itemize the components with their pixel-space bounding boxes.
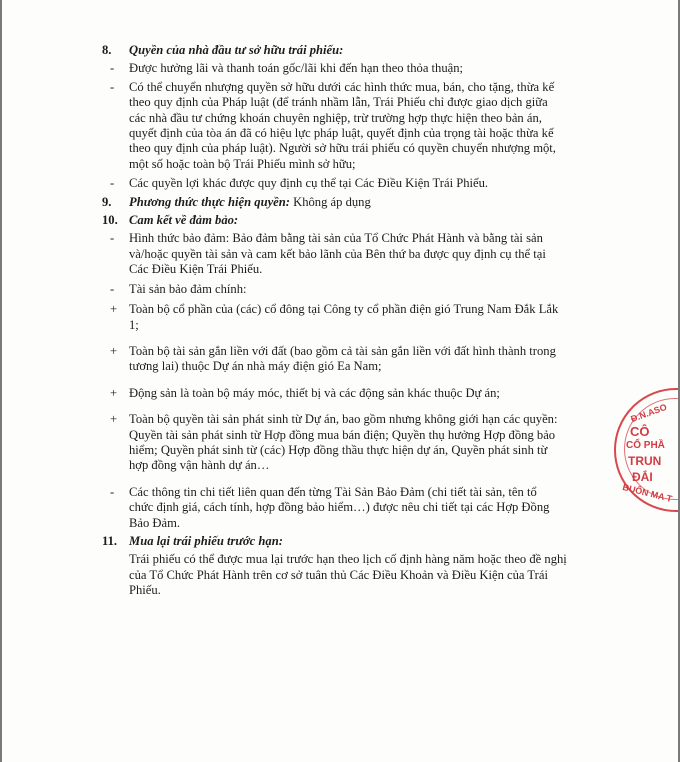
seal-text: BUÔN MA T [621, 482, 674, 504]
section-value: Không áp dụng [293, 194, 371, 209]
list-item [2, 485, 678, 531]
list-item [2, 231, 678, 277]
section-title: Phương thức thực hiện quyền: [129, 194, 290, 209]
list-item [2, 80, 678, 172]
section-9-heading [2, 195, 678, 210]
list-marker: - [110, 231, 115, 246]
list-marker: + [110, 385, 118, 400]
list-marker: - [110, 281, 115, 296]
list-item [2, 302, 678, 333]
list-item-text: Toàn bộ cổ phần của (các) cổ đông tại Công ty cổ phần điện gió Trung Nam Đắk Lắk 1; [129, 302, 559, 332]
list-marker: + [110, 302, 118, 317]
list-marker: + [110, 412, 118, 427]
list-item-text: Có thể chuyển nhượng quyền sở hữu dưới các hình thức mua, bán, cho tặng, thừa kế theo quy định của Pháp luật (để tránh nhầm lẫn, Trái Phiếu chỉ được giao dịch giữa các nhà đầu tư chứng khoán chuyên nghiệp, trừ trường hợp thực hiện theo bản án, quyết định của tòa án đã có hiệu lực pháp luật, quyết định của trọng tài hoặc thừa kế theo quy định của pháp luật). Người sở hữu trái phiếu có quyền chuyển nhượng một, một số hoặc toàn bộ Trái Phiếu mình sở hữu; [129, 79, 556, 171]
section-8-heading [2, 43, 678, 58]
list-marker: - [110, 79, 115, 94]
list-item [2, 344, 678, 375]
section-title: Cam kết về đảm bảo: [129, 213, 239, 228]
list-item-text: Tài sản bảo đảm chính: [129, 281, 247, 296]
list-item [2, 61, 678, 76]
section-number: 8. [102, 43, 112, 57]
section-11-paragraph: Trái phiếu có thể được mua lại trước hạn theo lịch cố định hàng năm hoặc theo đề nghị của Tổ Chức Phát Hành trên cơ sở tuân thủ Các Điều Khoản và Điều Kiện của Trái Phiếu. [129, 552, 567, 598]
list-item-text: Các quyền lợi khác được quy định cụ thể tại Các Điều Kiện Trái Phiếu. [129, 176, 489, 191]
list-item-text: Hình thức bảo đảm: Bảo đảm bằng tài sản của Tổ Chức Phát Hành và bằng tài sản và/hoặc quyền tài sản và cam kết bảo lãnh của Bên thứ ba được quy định cụ thể tại Các Điều Kiện Trái Phiếu. [129, 231, 546, 277]
list-item-text: Được hưởng lãi và thanh toán gốc/lãi khi đến hạn theo thỏa thuận; [129, 61, 464, 76]
seal-text: TRUN [628, 454, 662, 468]
section-number: 10. [102, 213, 118, 228]
list-item-text: Toàn bộ quyền tài sản phát sinh từ Dự án, bao gồm nhưng không giới hạn các quyền: Quyền tài sản phát sinh từ Hợp đồng mua bán điện; Quyền thụ hưởng Hợp đồng bảo hiểm; Quyền phát sinh từ (các) Hợp đồng thầu thực hiện dự án, Quyền phát sinh từ hợp đồng vận hành dự án… [129, 412, 558, 473]
section-title: Mua lại trái phiếu trước hạn: [129, 533, 283, 548]
list-item [2, 386, 678, 401]
seal-text: CỔ PHẦ [626, 440, 665, 451]
list-marker: + [110, 343, 118, 358]
section-10-heading [2, 213, 678, 228]
section-11-heading [2, 534, 678, 549]
list-item [2, 176, 678, 191]
list-marker: - [110, 61, 115, 76]
list-item-text: Các thông tin chi tiết liên quan đến từng Tài Sản Bảo Đảm (chi tiết tài sản, tên tổ chức định giá, cách tính, hợp đồng bảo hiểm…) được nêu chi tiết tại các Hợp Đồng Bảo Đảm. [129, 484, 550, 530]
list-item [2, 412, 678, 474]
section-number: 11. [102, 533, 118, 548]
seal-text: ĐẮI [632, 470, 653, 484]
section-number: 9. [102, 194, 112, 209]
document-page [2, 0, 678, 762]
list-item-text: Toàn bộ tài sản gắn liền với đất (bao gồm cả tài sản gắn liền với đất hình thành trong tương lai) thuộc Dự án nhà máy điện gió Ea Nam; [129, 343, 556, 374]
list-item [2, 282, 678, 297]
list-marker: - [110, 484, 115, 499]
list-marker: - [110, 176, 115, 191]
list-item-text: Động sản là toàn bộ máy móc, thiết bị và các động sản khác thuộc Dự án; [129, 385, 500, 400]
section-title: Quyền của nhà đầu tư sở hữu trái phiếu: [129, 43, 344, 57]
seal-text: CÔ [630, 424, 650, 439]
document-body [2, 43, 678, 599]
seal-text: Đ.N.ASO [629, 401, 669, 425]
